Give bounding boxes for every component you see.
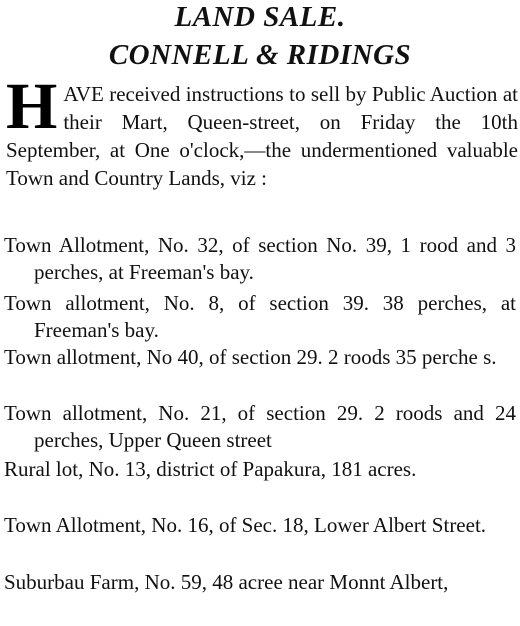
listing-entry: Town Allotment, No. 32, of section No. 39, 1 rood and 3 perches, at Freeman's bay. xyxy=(4,233,516,284)
ad-subtitle: CONNELL & RIDINGS xyxy=(108,39,412,71)
listing-entry: Town allotment, No. 21, of section 29. 2 roods and 24 perches, Upper Queen street xyxy=(4,401,516,452)
listing-entry: Town allotment, No 40, of section 29. 2 roods 35 perche s. xyxy=(4,345,497,369)
listing-entry: Town allotment, No. 8, of section 39. 38 perches, at Freeman's bay. xyxy=(4,291,516,342)
ad-title: LAND SALE. xyxy=(174,1,346,33)
listing-entry: Suburbau Farm, No. 59, 48 acree near Monnt Albert, xyxy=(4,570,449,594)
listing-entry: Town Allotment, No. 16, of Sec. 18, Lower Albert Street. xyxy=(4,513,487,537)
intro-text: AVE received instructions to sell by Public Auction at their Mart, Queen-street, on Friday the 10th September, at One o'clock,—the undermentioned valuable Town and Country Lands, viz : xyxy=(6,82,518,190)
intro-paragraph xyxy=(6,70,518,192)
listing-entry: Rural lot, No. 13, district of Papakura, 181 acres. xyxy=(4,457,417,481)
drop-cap-letter: H xyxy=(6,70,58,143)
